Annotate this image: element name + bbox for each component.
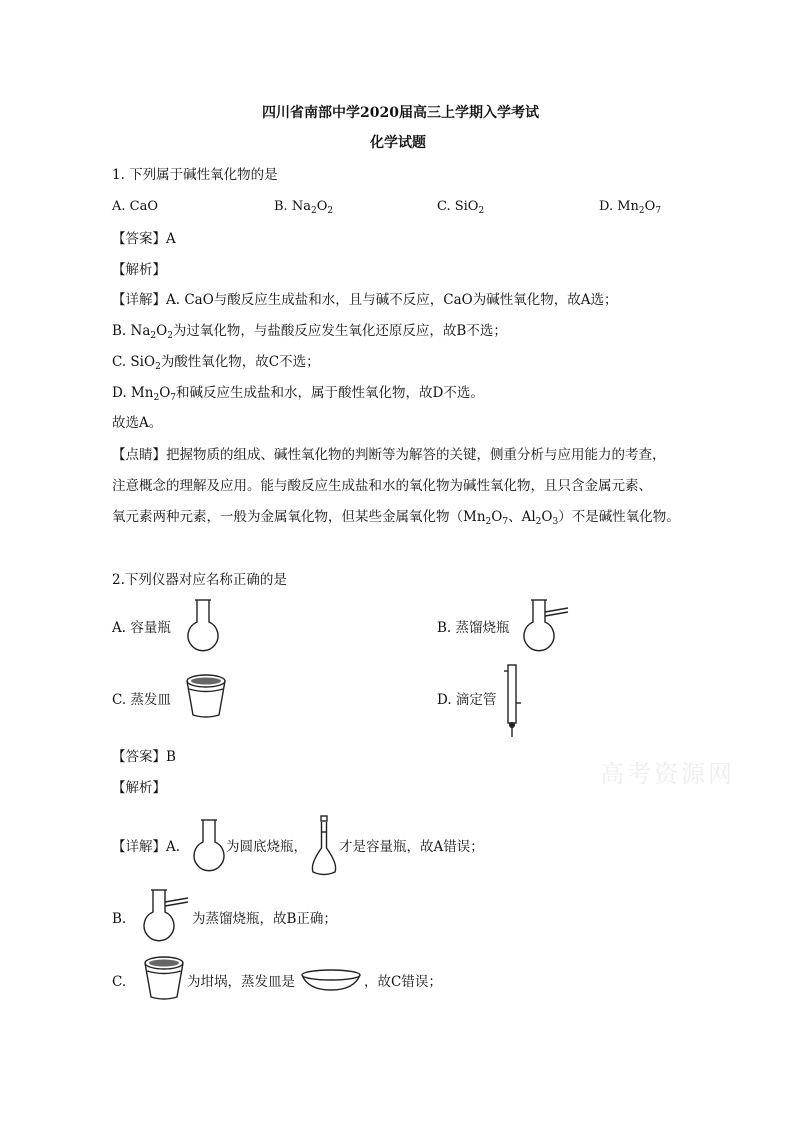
q2-option-a: A. 容量瓶 xyxy=(112,620,171,636)
q2-detail-c-mid: 为坩埚，蒸发皿是 xyxy=(187,974,295,990)
watermark: 高考资源网 xyxy=(600,760,735,788)
q2-option-c: C. 蒸发皿 xyxy=(112,692,171,708)
crucible-icon xyxy=(142,955,186,1003)
crucible-icon xyxy=(184,673,228,721)
distillation-flask-icon xyxy=(522,598,572,656)
q1-option-b: B. $Na_2O_2$ xyxy=(274,199,334,216)
q1-option-a: A. CaO xyxy=(112,199,159,214)
q1-note-line3: 氧元素两种元素，一般为金属氧化物，但某些金属氧化物（$Mn_2O_7$、$Al_2O_3$）不是碱性氧化物。 xyxy=(112,509,680,527)
q1-detail-b: B. $Na_2O_2$为过氧化物，与盐酸反应发生氧化还原反应，故B不选； xyxy=(112,323,507,341)
round-bottom-flask-icon xyxy=(186,598,220,656)
q2-stem: 2.下列仪器对应名称正确的是 xyxy=(112,572,287,588)
q1-stem: 1. 下列属于碱性氧化物的是 xyxy=(112,167,278,183)
q2-detail-b-prefix: B. xyxy=(112,911,127,927)
q1-detail-a: 【详解】A. CaO与酸反应生成盐和水，且与碱不反应，CaO为碱性氧化物，故A选； xyxy=(112,292,618,308)
q2-detail-a-suffix: 才是容量瓶，故A错误； xyxy=(339,839,484,855)
q2-answer: 【答案】B xyxy=(112,749,176,765)
q2-detail-c-suffix: ，故C错误； xyxy=(364,974,442,990)
volumetric-flask-icon xyxy=(308,814,340,878)
page-subtitle: 化学试题 xyxy=(370,135,426,151)
q1-analysis-heading: 【解析】 xyxy=(112,262,166,278)
burette-icon xyxy=(500,663,524,739)
q1-option-c: C. SiO$_2$ xyxy=(437,199,485,216)
q2-detail-a-mid: 为圆底烧瓶， xyxy=(226,839,307,855)
q2-detail-a-prefix: 【详解】A. xyxy=(112,839,181,855)
round-bottom-flask-icon xyxy=(192,818,226,874)
q2-detail-b-suffix: 为蒸馏烧瓶，故B正确； xyxy=(192,911,337,927)
q1-detail-d: D. $Mn_2O_7$和碱反应生成盐和水，属于酸性氧化物，故D不选。 xyxy=(112,385,484,403)
q1-detail-c: C. SiO$_2$为酸性氧化物，故C不选； xyxy=(112,354,320,372)
q1-answer: 【答案】A xyxy=(112,231,176,247)
evaporating-dish-icon xyxy=(300,968,362,994)
distillation-flask-icon xyxy=(140,888,190,946)
q1-note-line1: 【点睛】把握物质的组成、碱性氧化物的判断等为解答的关键，侧重分析与应用能力的考查， xyxy=(112,447,666,463)
q2-analysis-heading: 【解析】 xyxy=(112,780,166,796)
q1-note-line2: 注意概念的理解及应用。能与酸反应生成盐和水的氧化物为碱性氧化物，且只含金属元素、 xyxy=(112,478,652,494)
page-title: 四川省南部中学2020届高三上学期入学考试 xyxy=(262,105,539,121)
q1-conclusion: 故选A。 xyxy=(112,415,163,431)
q2-detail-c-prefix: C. xyxy=(112,974,127,990)
q2-option-b: B. 蒸馏烧瓶 xyxy=(437,620,510,636)
q1-option-d: D. $Mn_2O_7$ xyxy=(599,199,662,216)
q2-option-d: D. 滴定管 xyxy=(437,692,497,708)
